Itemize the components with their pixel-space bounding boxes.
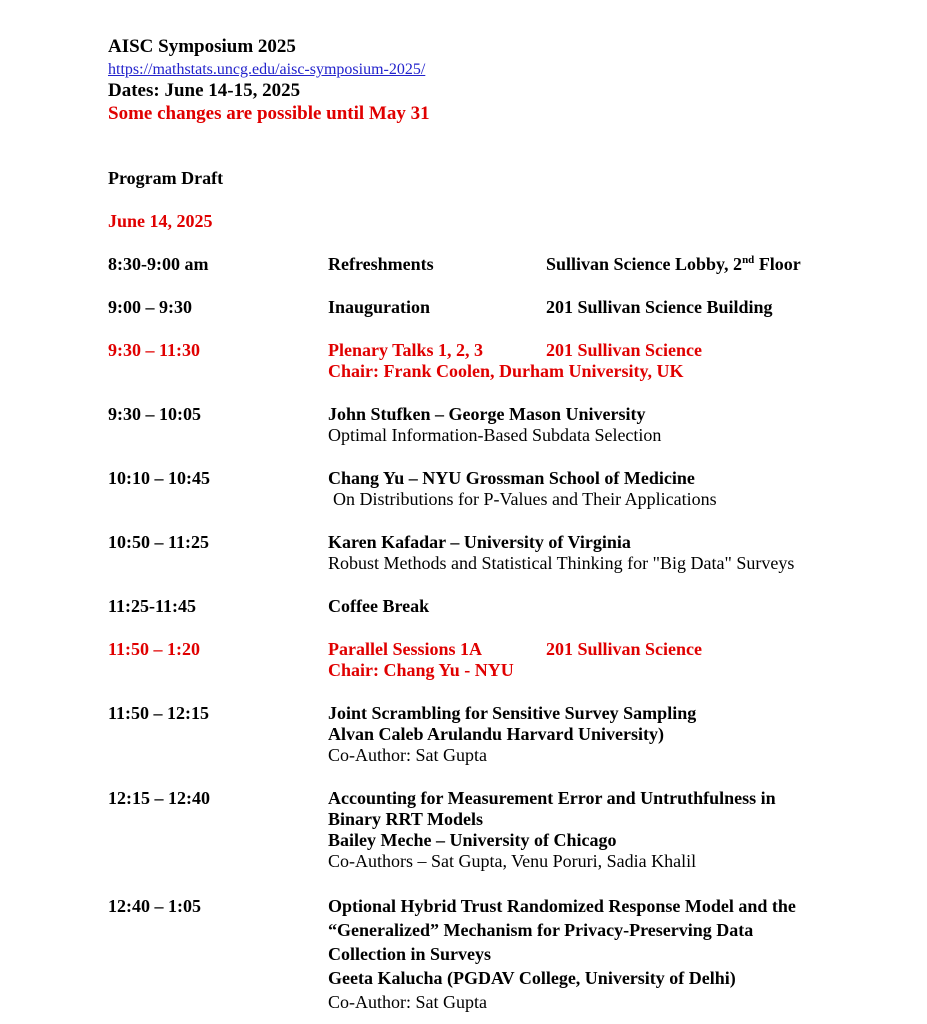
symposium-link[interactable]: https://mathstats.uncg.edu/aisc-symposium-2025/	[108, 61, 426, 78]
time-slot: 9:30 – 10:05	[108, 404, 201, 424]
talk-title-line: Joint Scrambling for Sensitive Survey Sampling	[328, 703, 697, 723]
time-slot: 11:50 – 12:15	[108, 703, 209, 723]
event-location: 201 Sullivan Science Building	[546, 297, 773, 317]
event-location: Sullivan Science Lobby, 2nd Floor	[546, 254, 801, 274]
talk-title: On Distributions for P-Values and Their Applications	[333, 489, 717, 509]
schedule-row-talk	[108, 468, 887, 510]
coauthor-line: Co-Authors – Sat Gupta, Venu Poruri, Sadia Khalil	[328, 851, 697, 871]
changes-notice: Some changes are possible until May 31	[108, 103, 430, 124]
talk-title-line: “Generalized” Mechanism for Privacy-Preserving Data	[328, 920, 754, 940]
speaker-name: Chang Yu – NYU Grossman School of Medicine	[328, 468, 695, 488]
talk-title-line: Optional Hybrid Trust Randomized Response Model and the	[328, 896, 796, 916]
schedule-row-talk	[108, 404, 887, 446]
talk-title-line: Collection in Surveys	[328, 944, 492, 964]
session-chair: Chair: Chang Yu - NYU	[328, 660, 514, 680]
dates-line: Dates: June 14-15, 2025	[108, 80, 301, 101]
schedule-row-refreshments	[108, 254, 887, 275]
talk-title: Optimal Information-Based Subdata Selection	[328, 425, 662, 445]
time-slot: 10:10 – 10:45	[108, 468, 210, 488]
time-slot: 9:00 – 9:30	[108, 297, 192, 317]
page-title: AISC Symposium 2025	[108, 36, 296, 57]
talk-title-line: Accounting for Measurement Error and Untruthfulness in	[328, 788, 776, 808]
schedule-row-talk	[108, 703, 887, 766]
event-name: Coffee Break	[328, 596, 430, 616]
schedule-row-talk	[108, 894, 887, 1014]
time-slot: 8:30-9:00 am	[108, 254, 209, 274]
symposium-url-line	[108, 59, 887, 80]
schedule-row-talk	[108, 788, 887, 872]
event-name: Refreshments	[328, 254, 434, 274]
speaker-name: John Stufken – George Mason University	[328, 404, 646, 424]
session-chair: Chair: Frank Coolen, Durham University, UK	[328, 361, 684, 381]
time-slot: 12:15 – 12:40	[108, 788, 210, 808]
event-name: Inauguration	[328, 297, 431, 317]
talk-title-line: Binary RRT Models	[328, 809, 484, 829]
time-slot: 12:40 – 1:05	[108, 896, 201, 916]
coauthor-line: Co-Author: Sat Gupta	[328, 992, 487, 1012]
speaker-name: Geeta Kalucha (PGDAV College, University of Delhi)	[328, 968, 736, 988]
time-slot: 10:50 – 11:25	[108, 532, 209, 552]
schedule-row-talk	[108, 532, 887, 574]
speaker-name: Bailey Meche – University of Chicago	[328, 830, 617, 850]
speaker-name: Karen Kafadar – University of Virginia	[328, 532, 631, 552]
schedule-row-inauguration	[108, 297, 887, 318]
time-slot: 11:50 – 1:20	[108, 639, 200, 659]
talk-title: Robust Methods and Statistical Thinking for "Big Data" Surveys	[328, 553, 795, 573]
program-draft-heading: Program Draft	[108, 168, 224, 188]
coauthor-line: Co-Author: Sat Gupta	[328, 745, 487, 765]
day-heading: June 14, 2025	[108, 211, 213, 231]
time-slot: 11:25-11:45	[108, 596, 196, 616]
schedule-row-plenary-header	[108, 340, 887, 382]
session-location: 201 Sullivan Science	[546, 340, 703, 360]
speaker-name: Alvan Caleb Arulandu Harvard University)	[328, 724, 665, 744]
ordinal-superscript: nd	[742, 254, 755, 266]
session-location: 201 Sullivan Science	[546, 639, 703, 659]
session-name: Parallel Sessions 1A	[328, 639, 483, 659]
schedule-row-coffee-break	[108, 596, 887, 617]
schedule-row-parallel-header	[108, 639, 887, 681]
time-slot: 9:30 – 11:30	[108, 340, 200, 360]
session-name: Plenary Talks 1, 2, 3	[328, 340, 484, 360]
